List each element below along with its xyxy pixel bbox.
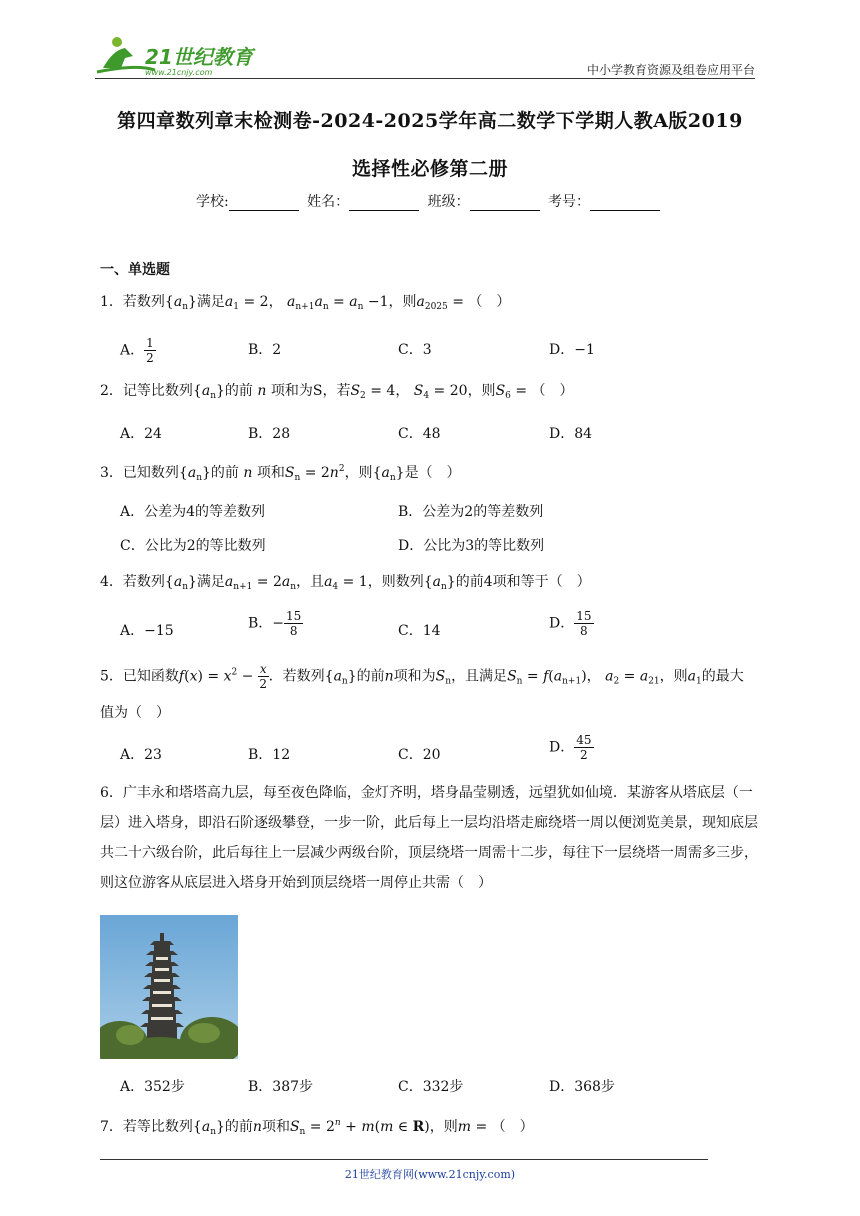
number-label: 考号： (548, 194, 591, 210)
footer-link[interactable]: 21世纪教育网(www.21cnjy.com) (344, 1168, 516, 1181)
q5-option-b[interactable]: B．12 (248, 747, 291, 763)
q1-option-d[interactable]: D．−1 (549, 342, 595, 358)
q4-option-c[interactable]: C．14 (398, 623, 441, 639)
q4-option-b[interactable]: B．− $\frac{15}{8}$ (248, 609, 302, 638)
q2-option-b[interactable]: B．28 (248, 426, 291, 442)
q3-option-d[interactable]: D．公比为3的等比数列 (398, 538, 545, 554)
q5-option-d[interactable]: D． $\frac{45}{2}$ (549, 733, 592, 762)
q2-option-d[interactable]: D．84 (549, 426, 593, 442)
question-2: 2．记等比数列$\{a_n\}$的前 n 项和为S，若$S_2 = 4$， $S_4 = 20$，则$S_6$ = （ ） (100, 383, 574, 401)
class-blank (470, 196, 540, 211)
q1-option-c[interactable]: C．3 (398, 342, 432, 358)
q1-option-b[interactable]: B．2 (248, 342, 282, 358)
site-logo (95, 34, 265, 78)
name-blank (349, 196, 419, 211)
q6-option-d[interactable]: D．368步 (549, 1079, 615, 1095)
question-4: 4．若数列$\{a_n\}$满足$a_{n+1} = 2a_n$，且$a_4 = 1$，则数列$\{a_n\}$的前4项和等于（ ） (100, 574, 591, 592)
question-1: 1．若数列$\{a_n\}$满足$a_1 = 2$， $a_{n+1}a_n = a_n -1$，则$a_{2025}$ = （ ） (100, 294, 511, 312)
pagoda-photo (100, 915, 238, 1059)
q5-option-c[interactable]: C．20 (398, 747, 441, 763)
q4-option-d[interactable]: D． $\frac{15}{8}$ (549, 609, 592, 638)
student-info-line (0, 191, 860, 211)
svg-text:www.21cnjy.com: www.21cnjy.com (145, 68, 213, 77)
q3-option-b[interactable]: B．公差为2的等差数列 (398, 504, 544, 520)
q6-option-c[interactable]: C．332步 (398, 1079, 464, 1095)
q5-option-a[interactable]: A．23 (120, 747, 162, 763)
class-label: 班级： (427, 194, 470, 210)
q3-option-c[interactable]: C．公比为2的等比数列 (120, 538, 266, 554)
q3-option-a[interactable]: A．公差为4的等差数列 (120, 504, 266, 520)
q1-option-a[interactable]: A． $\frac{1}{2}$ (120, 336, 154, 365)
school-label: 学校: (195, 194, 229, 210)
platform-name: 中小学教育资源及组卷应用平台 (586, 63, 755, 77)
question-3: 3．已知数列$\{a_n\}$的前 n 项和$S_n = 2n^2$，则$\{a_n\}$是（ ） (100, 464, 461, 483)
question-6: 6．广丰永和塔塔高九层，每至夜色降临，金灯齐明，塔身晶莹剔透，远望犹如仙境．某游客从塔底层（一层）进入塔身，即沿石阶逐级攀登，一步一阶，此后每上一层均沿塔走廊绕塔一周以便浏览美景，现知底层共二十六级台阶，此后每往上一层减少两级台阶，顶层绕塔一周需十二步，每往下一层绕塔一周需多三步，则这位游客从底层进入塔身开始到顶层绕塔一周停止共需（ ） (100, 785, 758, 891)
q6-option-a[interactable]: A．352步 (120, 1079, 185, 1095)
section-heading: 一、单选题 (100, 262, 170, 278)
school-blank (229, 196, 299, 211)
name-label: 姓名： (307, 194, 350, 210)
svg-text:21世纪教育: 21世纪教育 (145, 45, 253, 69)
question-5: 5．已知函数$f(x) = x^2$ − $\frac{x}{2}$ ．若数列$\{a_n\}$的前n项和为$S_n$，且满足$S_n = f(a_{n+1})$， $a_2 = a_{21}$，则$a_1$的最大 (100, 662, 744, 691)
exam-title: 第四章数列章末检测卷-2024-2025学年高二数学下学期人教A版2019 (117, 110, 743, 132)
q4-option-a[interactable]: A．−15 (120, 623, 174, 639)
footer-divider (100, 1159, 708, 1160)
question-7: 7．若等比数列$\{a_n\}$的前n项和$S_n = 2^n + m(m$ ∈ R)，则m = （ ） (100, 1118, 534, 1137)
q6-option-b[interactable]: B．387步 (248, 1079, 314, 1095)
q2-option-c[interactable]: C．48 (398, 426, 441, 442)
q2-option-a[interactable]: A．24 (120, 426, 162, 442)
number-blank (590, 196, 660, 211)
header-divider (95, 78, 755, 79)
exam-subtitle: 选择性必修第二册 (351, 158, 508, 180)
question-5-line2: 值为（ ） (100, 705, 170, 721)
